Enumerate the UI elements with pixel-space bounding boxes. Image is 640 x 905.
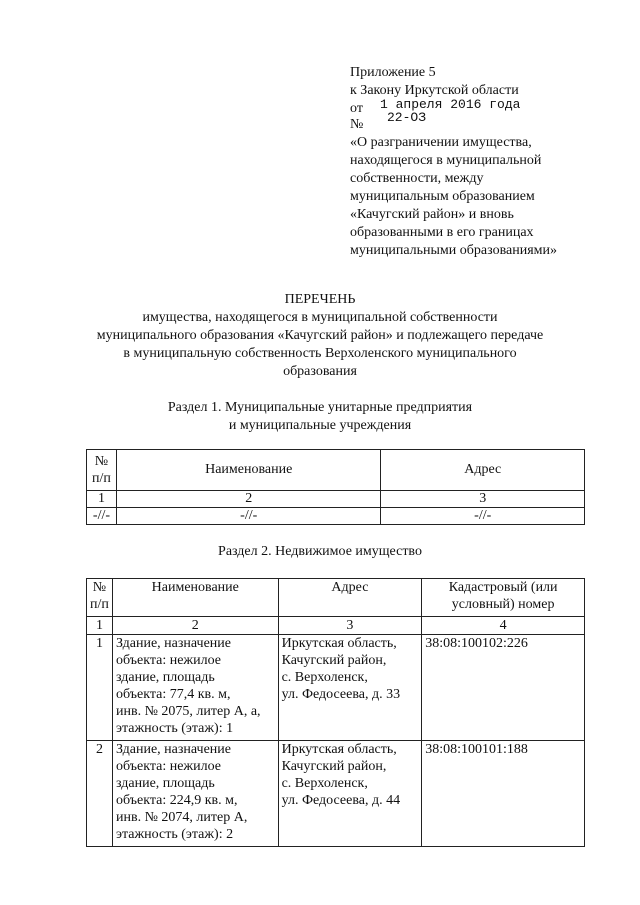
appendix-title: Приложение 5 [350,65,436,80]
column-number: 4 [422,617,585,635]
header-num: № п/п [87,579,113,617]
row-name: Здание, назначение объекта: нежилое здание, площадь объекта: 224,9 кв. м, инв. № 2074, литер А, этажность (этаж): 2 [112,741,278,847]
appendix-subject-line: «Качугский район» и вновь [350,207,514,222]
row-number: 1 [87,635,113,741]
appendix-subject-line: собственности, между [350,171,484,186]
table-header-row [87,450,585,491]
appendix-number: 22-ОЗ [387,110,427,125]
section1-table [86,449,585,525]
row-cadastral: 38:08:100102:226 [422,635,585,741]
header-address: Адрес [381,450,585,491]
table-row [87,741,585,847]
section1-title-line: Раздел 1. Муниципальные унитарные предприятия [167,400,473,415]
appendix-subject-line: образованными в его границах [350,225,534,240]
list-heading-line: имущества, находящегося в муниципальной собственности [142,310,498,325]
appendix-block [350,64,620,260]
table-header-row [87,579,585,617]
header-cadastral: Кадастровый (или условный) номер [422,579,585,617]
column-number: 3 [278,617,422,635]
column-number: 1 [87,617,113,635]
list-heading-line: образования [283,364,357,379]
header-num: № п/п [87,450,117,491]
row-address: Иркутская область, Качугский район, с. Верхоленск, ул. Федосеева, д. 44 [278,741,422,847]
row-address: Иркутская область, Качугский район, с. Верхоленск, ул. Федосеева, д. 33 [278,635,422,741]
section2-title: Раздел 2. Недвижимое имущество [218,544,422,559]
appendix-subject-line: муниципальными образованиями» [350,243,557,258]
list-heading-line: в муниципальную собственность Верхоленского муниципального [123,346,517,361]
table-row [87,508,585,525]
header-name: Наименование [112,579,278,617]
appendix-subject-line: «О разграничении имущества, [350,135,532,150]
list-title: ПЕРЕЧЕНЬ [284,292,356,307]
row-number: 2 [87,741,113,847]
section1-title [40,399,600,435]
table-cell: -//- [87,508,117,525]
list-heading-line: муниципального образования «Качугский район» и подлежащего передаче [96,328,544,343]
column-number: 2 [112,617,278,635]
table-numbering-row [87,491,585,508]
column-number: 1 [87,491,117,508]
header-name: Наименование [116,450,380,491]
row-cadastral: 38:08:100101:188 [422,741,585,847]
appendix-subject-line: муниципальным образованием [350,189,535,204]
table-numbering-row [87,617,585,635]
appendix-no-label: № [350,117,364,132]
table-cell: -//- [116,508,380,525]
section2-table [86,578,585,847]
table-row [87,635,585,741]
appendix-from-label: от [350,101,363,116]
appendix-number-line [350,110,620,134]
appendix-date: 1 апреля 2016 года [380,97,521,112]
header-address: Адрес [278,579,422,617]
column-number: 3 [381,491,585,508]
row-name: Здание, назначение объекта: нежилое здание, площадь объекта: 77,4 кв. м, инв. № 2075, литер А, а, этажность (этаж): 1 [112,635,278,741]
appendix-subject-line: находящегося в муниципальной [350,153,542,168]
table-cell: -//- [381,508,585,525]
appendix-law: к Закону Иркутской области [350,83,519,98]
column-number: 2 [116,491,380,508]
section1-title-line: и муниципальные учреждения [228,418,412,433]
list-heading [40,291,600,381]
